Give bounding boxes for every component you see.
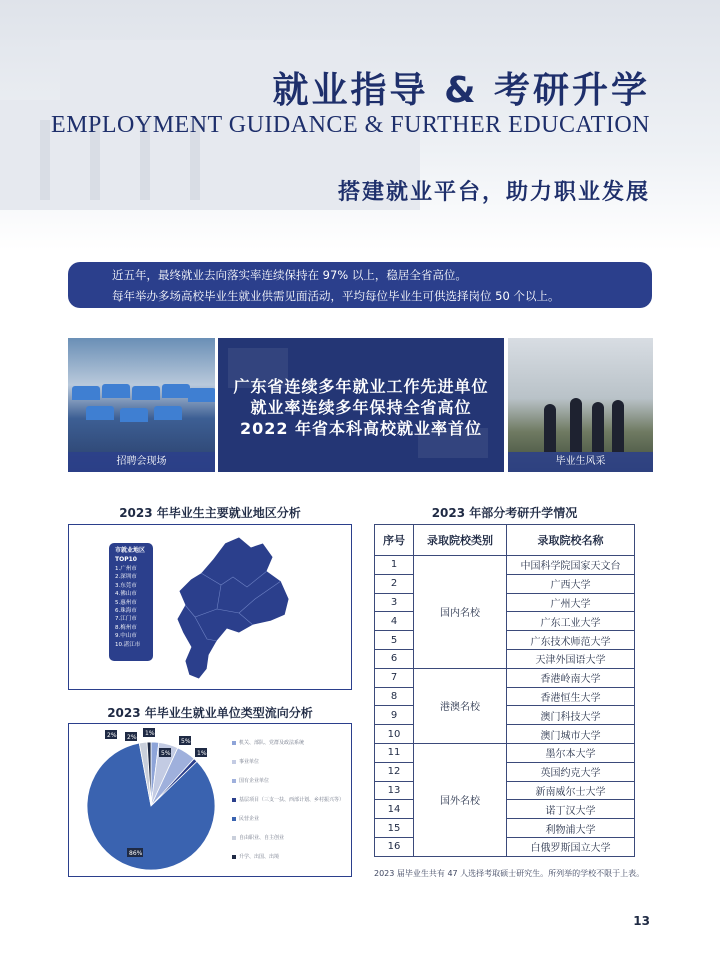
legend-label: 自由职业、自主创业: [239, 835, 285, 841]
page-subtitle: 搭建就业平台，助力职业发展: [337, 180, 650, 205]
school-name: 诺丁汉大学: [507, 800, 635, 819]
graduate-figure: [592, 402, 604, 452]
table-row: [375, 668, 635, 687]
city-item: 3.东莞市: [115, 582, 137, 589]
summary-line: 每年举办多场高校毕业生就业供需见面活动，平均每位毕业生可供选择岗位 50 个以上。: [112, 289, 560, 303]
city-item: 6.珠海市: [115, 608, 137, 615]
row-number: 2: [375, 574, 414, 593]
column-header: 录取院校类别: [414, 525, 507, 556]
legend-label: 机关、部队、党群及政法系统: [239, 740, 305, 746]
school-name: 广西大学: [507, 574, 635, 593]
tent-shape: [188, 388, 215, 402]
city-item: 1.广州市: [115, 566, 137, 572]
legend-swatch: [232, 855, 236, 859]
legend-item: [232, 854, 350, 860]
slice-label: 2%: [107, 732, 117, 739]
map-section-title: 2023 年毕业生主要就业地区分析: [119, 506, 301, 520]
row-number: 1: [375, 556, 414, 575]
slice-label: 86%: [129, 850, 143, 857]
award-line: 广东省连续多年就业工作先进单位: [233, 377, 489, 396]
slice-label: 1%: [197, 750, 207, 757]
summary-banner: [68, 262, 652, 308]
top10-list: [109, 543, 153, 661]
award-line: 就业率连续多年保持全省高位: [250, 398, 472, 417]
photo-caption: 招聘会现场: [68, 452, 215, 472]
page-title-english: EMPLOYMENT GUIDANCE & FURTHER EDUCATION: [51, 112, 650, 138]
table-row: [375, 556, 635, 575]
school-name: 广州大学: [507, 593, 635, 612]
legend-swatch: [232, 817, 236, 821]
table-footnote: 2023 届毕业生共有 47 人选择考取硕士研究生。所列举的学校不限于上表。: [374, 869, 645, 878]
school-name: 墨尔本大学: [507, 743, 635, 762]
city-item: 8.梅州市: [115, 624, 137, 631]
column-header: 序号: [375, 525, 414, 556]
table-header-row: [375, 525, 635, 556]
school-name: 中国科学院国家天文台: [507, 556, 635, 575]
school-name: 利物浦大学: [507, 819, 635, 838]
city-item: 5.惠州市: [115, 599, 137, 606]
page-number: 13: [633, 914, 650, 928]
row-number: 8: [375, 687, 414, 706]
legend-swatch: [232, 741, 236, 745]
legend-item: [232, 797, 350, 803]
graduate-figure: [570, 398, 582, 452]
table-title: 2023 年部分考研升学情况: [431, 506, 578, 520]
row-number: 13: [375, 781, 414, 800]
tent-shape: [132, 386, 160, 400]
city-item: 9.中山市: [115, 633, 137, 640]
row-number: 11: [375, 743, 414, 762]
school-name: 香港恒生大学: [507, 687, 635, 706]
map-box: [68, 524, 352, 690]
slice-label: 2%: [127, 734, 137, 741]
tent-shape: [154, 406, 182, 420]
legend-swatch: [232, 760, 236, 764]
pie-legend: [232, 740, 350, 873]
school-name: 新南威尔士大学: [507, 781, 635, 800]
school-name: 澳门城市大学: [507, 725, 635, 744]
row-number: 3: [375, 593, 414, 612]
pie-chart: [69, 724, 239, 876]
school-name: 白俄罗斯国立大学: [507, 837, 635, 856]
slice-label: 5%: [181, 738, 191, 745]
category-cell: 港澳名校: [414, 668, 507, 743]
row-number: 10: [375, 725, 414, 744]
row-number: 5: [375, 631, 414, 650]
category-cell: 国外名校: [414, 743, 507, 856]
school-name: 天津外国语大学: [507, 649, 635, 668]
row-number: 15: [375, 819, 414, 838]
slice-label: 5%: [161, 750, 171, 757]
top10-heading: 市就业地区: [115, 547, 146, 554]
row-number: 6: [375, 649, 414, 668]
row-number: 14: [375, 800, 414, 819]
legend-swatch: [232, 779, 236, 783]
school-name: 广东技术师范大学: [507, 631, 635, 650]
row-number: 9: [375, 706, 414, 725]
legend-label: 国有企业单位: [239, 778, 270, 784]
tent-shape: [86, 406, 114, 420]
school-name: 澳门科技大学: [507, 706, 635, 725]
city-item: 4.佛山市: [115, 591, 137, 598]
legend-swatch: [232, 836, 236, 840]
school-name: 广东工业大学: [507, 612, 635, 631]
city-item: 10.湛江市: [115, 641, 141, 648]
category-cell: 国内名校: [414, 556, 507, 669]
legend-label: 基层项目（三支一扶、西部计划、乡村振兴等）: [239, 797, 345, 803]
page-title: 就业指导 & 考研升学: [272, 70, 650, 111]
admissions-table: [374, 524, 635, 857]
top10-sub: TOP10: [115, 556, 137, 563]
tent-shape: [102, 384, 130, 398]
city-item: 7.江门市: [115, 616, 137, 623]
job-fair-photo: [68, 338, 215, 472]
graduates-photo: [508, 338, 653, 472]
legend-swatch: [232, 798, 236, 802]
slice-label: 1%: [145, 730, 155, 737]
legend-label: 事业单位: [239, 759, 260, 765]
awards-panel: [218, 338, 504, 472]
column-header: 录取院校名称: [507, 525, 635, 556]
tent-shape: [162, 384, 190, 398]
legend-label: 升学、出国、出境: [239, 854, 280, 860]
tent-shape: [120, 408, 148, 422]
graduate-figure: [544, 404, 556, 452]
pie-box: [68, 723, 352, 877]
table-row: [375, 743, 635, 762]
province-shape: [177, 537, 289, 679]
legend-item: [232, 835, 350, 841]
row-number: 7: [375, 668, 414, 687]
graduate-figure: [612, 400, 624, 452]
legend-item: [232, 740, 350, 746]
row-number: 16: [375, 837, 414, 856]
award-text: [218, 376, 504, 439]
school-name: 英国约克大学: [507, 762, 635, 781]
row-number: 4: [375, 612, 414, 631]
school-name: 香港岭南大学: [507, 668, 635, 687]
guangdong-map: [155, 529, 305, 685]
photo-caption: 毕业生风采: [508, 452, 653, 472]
building-column: [40, 120, 50, 200]
row-number: 12: [375, 762, 414, 781]
award-line: 2022 年省本科高校就业率首位: [239, 419, 483, 438]
legend-label: 民营企业: [239, 816, 260, 822]
legend-item: [232, 816, 350, 822]
city-item: 2.深圳市: [115, 574, 137, 581]
legend-item: [232, 759, 350, 765]
tent-shape: [72, 386, 100, 400]
summary-line: 近五年，最终就业去向落实率连续保持在 97% 以上，稳居全省高位。: [112, 268, 467, 282]
pie-section-title: 2023 年毕业生就业单位类型流向分析: [107, 706, 313, 720]
legend-item: [232, 778, 350, 784]
